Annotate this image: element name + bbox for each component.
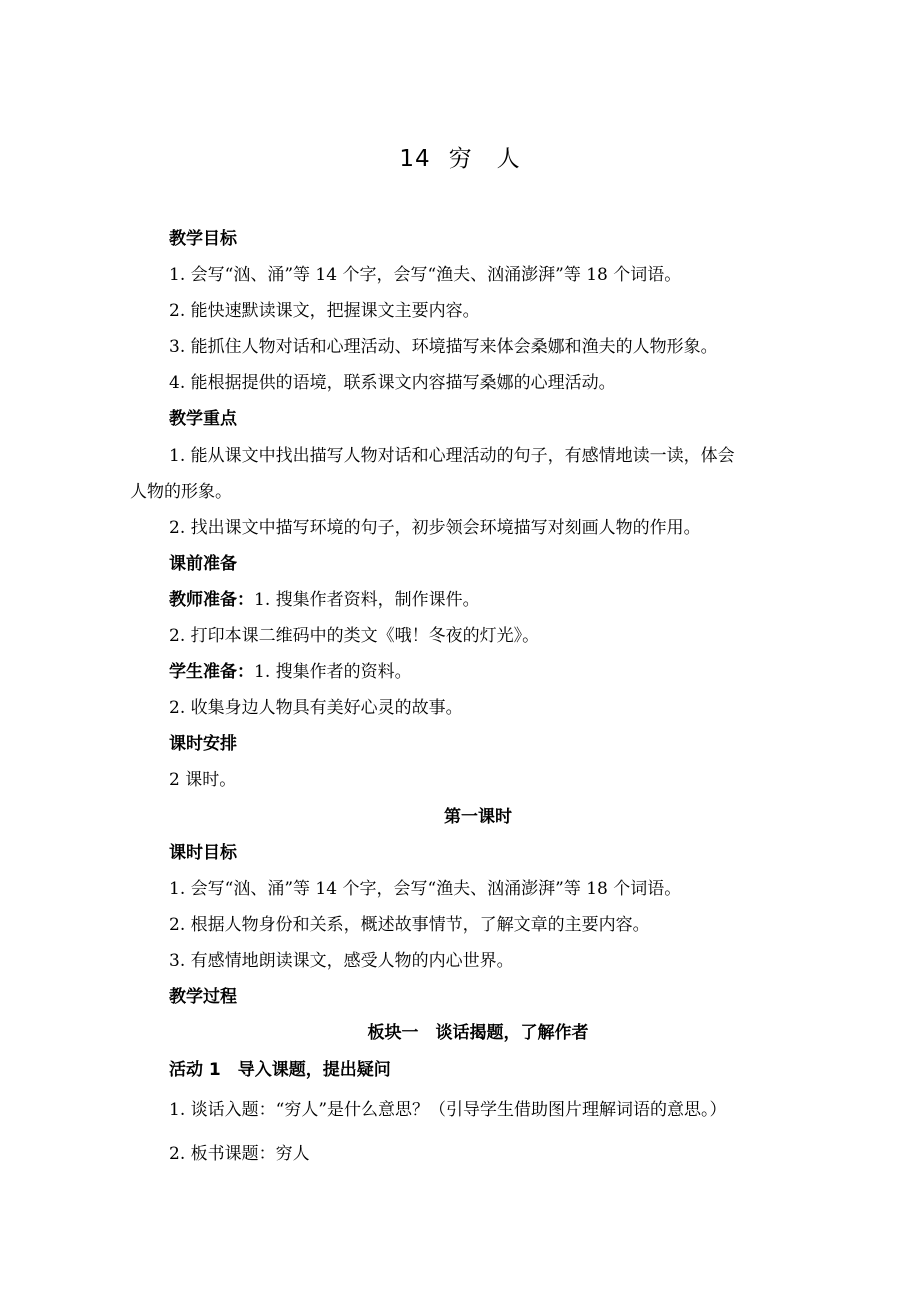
teacher-prep-2: 2. 打印本课二维码中的类文《哦！冬夜的灯光》。 xyxy=(169,626,540,646)
goal-item: 3. 能抓住人物对话和心理活动、环境描写来体会桑娜和渔夫的人物形象。 xyxy=(169,337,718,357)
prep-heading: 课前准备 xyxy=(169,554,237,574)
schedule-text: 2 课时。 xyxy=(169,770,237,790)
student-prep-2: 2. 收集身边人物具有美好心灵的故事。 xyxy=(169,698,463,718)
lesson-goal-item: 3. 有感情地朗读课文，感受人物的内心世界。 xyxy=(169,951,514,971)
student-prep-label: 学生准备： xyxy=(169,662,254,682)
key-point-1: 1. 能从课文中找出描写人物对话和心理活动的句子，有感情地读一读，体会 xyxy=(169,446,735,466)
activity1-title: 导入课题，提出疑问 xyxy=(220,1060,391,1080)
teacher-prep-1 xyxy=(169,585,480,610)
activity1-heading xyxy=(169,1055,391,1080)
teacher-prep-text: 1. 搜集作者资料，制作课件。 xyxy=(254,590,480,610)
goal-item: 2. 能快速默读课文，把握课文主要内容。 xyxy=(169,301,480,321)
process-heading: 教学过程 xyxy=(169,987,237,1007)
schedule-heading: 课时安排 xyxy=(169,734,237,754)
student-prep-1 xyxy=(169,657,412,682)
activity1-item: 1. 谈话入题：“穷人”是什么意思？（引导学生借助图片理解词语的意思。） xyxy=(169,1100,727,1120)
lesson-name: 穷 人 xyxy=(448,146,521,172)
lesson-number: 14 xyxy=(399,146,431,172)
block1-heading: 板块一 谈话揭题，了解作者 xyxy=(367,1023,589,1043)
goal-item: 1. 会写“汹、涌”等 14 个字，会写“渔夫、汹涌澎湃”等 18 个词语。 xyxy=(169,265,682,285)
activity1-label: 活动 1 xyxy=(169,1060,221,1080)
lesson-goals-heading: 课时目标 xyxy=(169,843,237,863)
student-prep-text: 1. 搜集作者的资料。 xyxy=(254,662,412,682)
key-heading: 教学重点 xyxy=(169,409,237,429)
lesson-goal-item: 2. 根据人物身份和关系，概述故事情节，了解文章的主要内容。 xyxy=(169,915,650,935)
lesson-goal-item: 1. 会写“汹、涌”等 14 个字，会写“渔夫、汹涌澎湃”等 18 个词语。 xyxy=(169,879,682,899)
activity1-item: 2. 板书课题：穷人 xyxy=(169,1144,310,1164)
key-point-2: 2. 找出课文中描写环境的句子，初步领会环境描写对刻画人物的作用。 xyxy=(169,518,701,538)
goal-item: 4. 能根据提供的语境，联系课文内容描写桑娜的心理活动。 xyxy=(169,373,616,393)
key-point-1-continued: 人物的形象。 xyxy=(130,482,232,502)
goals-heading: 教学目标 xyxy=(169,229,237,249)
lesson-title xyxy=(0,140,920,173)
lesson1-heading: 第一课时 xyxy=(444,807,512,827)
teacher-prep-label: 教师准备： xyxy=(169,590,254,610)
